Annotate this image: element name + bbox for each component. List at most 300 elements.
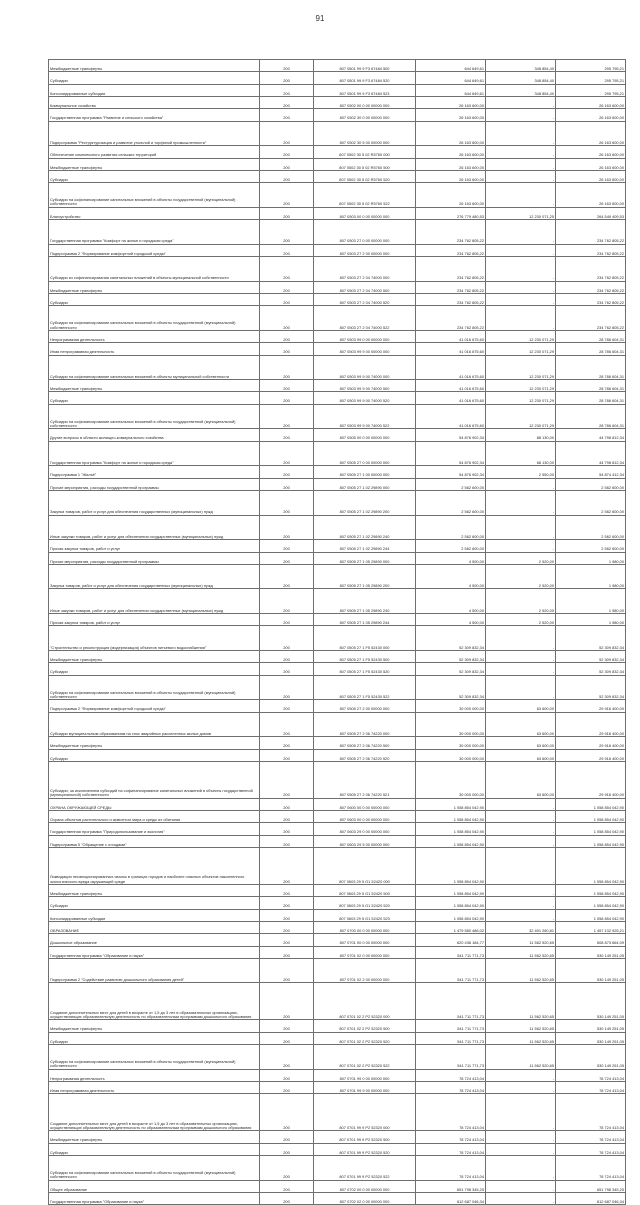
row-admin-code: 200 — [260, 96, 314, 108]
row-amount-approved: 52 309 832,34 — [416, 663, 486, 675]
row-amount-change: - — [486, 909, 556, 921]
row-amount-total: 530 149 251,05 — [556, 1045, 626, 1070]
table-row — [49, 1032, 626, 1044]
row-admin-code: 200 — [260, 392, 314, 404]
row-amount-total: 1 058 854 042,90 — [556, 835, 626, 847]
table-row — [49, 700, 626, 712]
row-amount-approved: 2 562 600,00 — [416, 490, 486, 515]
row-budget-code: 807 0503 99 9 00 74000 500 — [314, 380, 416, 392]
row-admin-code: 200 — [260, 207, 314, 219]
row-amount-change: - — [486, 244, 556, 256]
row-name: Иные закупки товаров, работ и услуг для обеспечения государственных (муниципальных) нужд — [49, 515, 260, 540]
row-budget-code: 807 0702 02 0 00 00000 000 — [314, 1192, 416, 1204]
row-admin-code: 200 — [260, 909, 314, 921]
row-name: Субсидии — [49, 293, 260, 305]
table-row — [49, 158, 626, 170]
row-amount-approved: 234 762 805,22 — [416, 244, 486, 256]
table-row — [49, 380, 626, 392]
row-amount-change: 348 854,40 — [486, 60, 556, 72]
row-budget-code: 807 0701 02 0 00 00000 000 — [314, 946, 416, 958]
row-amount-approved: 234 762 805,22 — [416, 306, 486, 331]
row-name: Государственная программа "Образование и наука" — [49, 946, 260, 958]
row-name: Межбюджетные трансферты — [49, 158, 260, 170]
row-amount-total: 2 562 600,00 — [556, 540, 626, 552]
row-name: ОБРАЗОВАНИЕ — [49, 921, 260, 933]
row-admin-code: 200 — [260, 1032, 314, 1044]
row-admin-code: 200 — [260, 183, 314, 208]
row-amount-total: 1 457 132 925,21 — [556, 921, 626, 933]
row-name: Иные закупки товаров, работ и услуг для обеспечения государственных (муниципальных) нужд — [49, 589, 260, 614]
table-row — [49, 170, 626, 182]
row-amount-total: 28 786 604,31 — [556, 355, 626, 380]
row-amount-total: 1 980,00 — [556, 564, 626, 589]
row-amount-total: 28 786 604,31 — [556, 330, 626, 342]
row-budget-code: 807 0505 27 1 05 29890 000 — [314, 552, 416, 564]
row-amount-change: - — [486, 798, 556, 810]
row-amount-total: 1 058 854 042,90 — [556, 884, 626, 896]
row-budget-code: 807 0505 27 1 02 29890 000 — [314, 478, 416, 490]
row-budget-code: 807 0505 27 1 F5 52430 500 — [314, 651, 416, 663]
row-name: Подпрограмма 2 "Содействие развитию дошкольного образования детей" — [49, 958, 260, 983]
row-amount-change: - — [486, 281, 556, 293]
row-amount-change: 63 600,00 — [486, 712, 556, 737]
row-amount-total: 2 562 600,00 — [556, 478, 626, 490]
row-name: Общее образование — [49, 1180, 260, 1192]
table-row — [49, 1180, 626, 1192]
row-amount-change: 348 854,40 — [486, 72, 556, 84]
row-amount-total: 26 163 600,00 — [556, 146, 626, 158]
row-name: Государственная программа "Природопользование и экология" — [49, 823, 260, 835]
row-name: Государственная программа "Развитие и сельского хозяйства" — [49, 109, 260, 121]
row-amount-total: 1 980,00 — [556, 589, 626, 614]
row-name: Обеспечение комплексного развития сельских территорий — [49, 146, 260, 158]
row-budget-code: 807 0501 99 9 F3 67484 520 — [314, 72, 416, 84]
row-budget-code: 807 0503 99 9 00 00000 000 — [314, 343, 416, 355]
row-amount-total: 44 798 812,34 — [556, 429, 626, 441]
row-admin-code: 200 — [260, 330, 314, 342]
table-row — [49, 835, 626, 847]
row-budget-code: 807 0701 02 2 P2 52320 000 — [314, 983, 416, 1020]
row-amount-change: 12 230 071,29 — [486, 380, 556, 392]
row-admin-code: 200 — [260, 1131, 314, 1143]
row-admin-code: 200 — [260, 121, 314, 146]
table-row — [49, 220, 626, 245]
row-amount-total: 264 549 409,53 — [556, 207, 626, 219]
row-amount-change: - — [486, 540, 556, 552]
row-admin-code: 200 — [260, 614, 314, 626]
table-row — [49, 564, 626, 589]
row-admin-code: 200 — [260, 1069, 314, 1081]
row-amount-total: 78 724 413,04 — [556, 1094, 626, 1131]
row-name: Субсидии — [49, 392, 260, 404]
table-row — [49, 589, 626, 614]
row-name: Субсидии на софинансирование капитальных вложений в объекты государственной (муниципальной) собственности — [49, 1045, 260, 1070]
row-admin-code: 200 — [260, 1192, 314, 1204]
row-budget-code: 807 0503 27 2 04 74000 000 — [314, 257, 416, 282]
row-budget-code: 807 0503 99 9 00 74000 522 — [314, 404, 416, 429]
row-admin-code: 200 — [260, 466, 314, 478]
table-row — [49, 1143, 626, 1155]
row-amount-total: 78 724 413,04 — [556, 1069, 626, 1081]
row-name: Субсидии — [49, 663, 260, 675]
table-row — [49, 663, 626, 675]
row-admin-code: 200 — [260, 749, 314, 761]
row-amount-change: 11 562 520,65 — [486, 946, 556, 958]
row-amount-total: 234 762 805,22 — [556, 220, 626, 245]
row-amount-total: 28 786 604,31 — [556, 392, 626, 404]
row-name: Субсидии на софинансирование капитальных вложений в объекты государственной (муниципальной) собственности — [49, 404, 260, 429]
row-amount-approved: 1 058 854 042,90 — [416, 798, 486, 810]
row-budget-code: 807 0505 27 1 02 29890 240 — [314, 515, 416, 540]
row-amount-change: - — [486, 515, 556, 540]
row-amount-approved: 541 711 771,73 — [416, 983, 486, 1020]
table-row — [49, 441, 626, 466]
table-row — [49, 823, 626, 835]
row-amount-approved: 612 687 046,34 — [416, 1192, 486, 1204]
row-admin-code: 200 — [260, 1045, 314, 1070]
row-name: Охрана объектов растительного и животного мира и среды их обитания — [49, 811, 260, 823]
row-amount-total: 28 786 604,31 — [556, 343, 626, 355]
row-admin-code: 200 — [260, 146, 314, 158]
row-amount-total: 52 309 832,34 — [556, 663, 626, 675]
row-admin-code: 200 — [260, 835, 314, 847]
row-amount-change: - — [486, 1143, 556, 1155]
table-row — [49, 552, 626, 564]
row-amount-approved: 1 058 854 042,90 — [416, 848, 486, 885]
row-amount-total: 234 762 805,22 — [556, 281, 626, 293]
row-budget-code: 807 0603 29 5 00 00000 000 — [314, 835, 416, 847]
row-admin-code: 200 — [260, 589, 314, 614]
row-amount-total: 608 873 664,09 — [556, 934, 626, 946]
row-name: Консолидированные субсидии — [49, 84, 260, 96]
row-amount-total: 2 562 600,00 — [556, 515, 626, 540]
row-budget-code: 807 0502 30 5 02 R5760 000 — [314, 146, 416, 158]
row-admin-code: 200 — [260, 293, 314, 305]
row-name: Подпрограмма 5 "Обращение с отходами" — [49, 835, 260, 847]
row-amount-approved: 78 724 413,04 — [416, 1081, 486, 1093]
table-row — [49, 355, 626, 380]
table-row — [49, 515, 626, 540]
row-budget-code: 807 0502 30 0 00 00000 000 — [314, 109, 416, 121]
row-name: Межбюджетные трансферты — [49, 651, 260, 663]
row-budget-code: 807 0503 99 9 00 74000 520 — [314, 392, 416, 404]
row-budget-code: 807 0701 02 2 P2 52320 500 — [314, 1020, 416, 1032]
table-row — [49, 429, 626, 441]
row-amount-total: 44 798 812,34 — [556, 441, 626, 466]
row-amount-approved: 41 016 675,60 — [416, 355, 486, 380]
row-budget-code: 807 0505 27 2 06 74220 500 — [314, 737, 416, 749]
row-admin-code: 200 — [260, 1081, 314, 1093]
row-name: Консолидированные субсидии — [49, 909, 260, 921]
row-amount-change: - — [486, 1180, 556, 1192]
row-amount-change: 11 562 520,65 — [486, 1032, 556, 1044]
table-row — [49, 946, 626, 958]
row-admin-code: 200 — [260, 848, 314, 885]
row-amount-total: 1 058 854 042,90 — [556, 848, 626, 885]
table-row — [49, 478, 626, 490]
table-row — [49, 749, 626, 761]
row-name: Субсидии муниципальным образованиям на снос аварийных расселенных жилых домов — [49, 712, 260, 737]
table-row — [49, 958, 626, 983]
row-budget-code: 807 0701 99 9 P2 52320 000 — [314, 1094, 416, 1131]
row-amount-change: - — [486, 306, 556, 331]
row-amount-approved: 52 309 832,34 — [416, 626, 486, 651]
row-amount-approved: 1 058 854 042,90 — [416, 823, 486, 835]
table-row — [49, 1192, 626, 1204]
table-row — [49, 848, 626, 885]
row-budget-code: 807 0505 27 1 F5 52430 520 — [314, 663, 416, 675]
row-amount-approved: 54 876 902,34 — [416, 441, 486, 466]
row-amount-approved: 26 163 600,00 — [416, 96, 486, 108]
row-amount-change: 63 600,00 — [486, 737, 556, 749]
row-budget-code: 807 0603 00 0 00 00000 000 — [314, 811, 416, 823]
row-amount-change: - — [486, 293, 556, 305]
row-budget-code: 807 0603 29 5 G1 52420 000 — [314, 848, 416, 885]
table-row — [49, 1094, 626, 1131]
row-amount-approved: 234 762 805,22 — [416, 257, 486, 282]
row-budget-code: 807 0503 27 2 04 74000 520 — [314, 293, 416, 305]
row-amount-total: 234 762 805,22 — [556, 257, 626, 282]
row-budget-code: 807 0700 00 0 00 00000 000 — [314, 921, 416, 933]
row-amount-change: - — [486, 823, 556, 835]
row-name: Создание дополнительных мест для детей в возрасте от 1,5 до 3 лет в образовательных организациях, осуществляющих образовательную деятельность по образовательным программам дошкольного образования — [49, 1094, 260, 1131]
row-name: Подпрограмма 2 "Формирование комфортной городской среды" — [49, 244, 260, 256]
row-amount-change: 2 520,00 — [486, 564, 556, 589]
row-name: Межбюджетные трансферты — [49, 1131, 260, 1143]
row-amount-approved: 541 711 771,73 — [416, 1032, 486, 1044]
table-row — [49, 330, 626, 342]
row-amount-approved: 54 876 902,34 — [416, 429, 486, 441]
row-amount-change: - — [486, 675, 556, 700]
row-name: Прочая закупка товаров, работ и услуг — [49, 540, 260, 552]
page-number: 91 — [315, 14, 325, 23]
row-amount-approved: 1 058 854 042,90 — [416, 897, 486, 909]
row-admin-code: 200 — [260, 306, 314, 331]
row-admin-code: 200 — [260, 946, 314, 958]
row-amount-change: 12 230 071,29 — [486, 355, 556, 380]
row-budget-code: 807 0505 27 1 05 29890 200 — [314, 564, 416, 589]
row-name: Субсидии — [49, 1032, 260, 1044]
row-name: Ликвидация несанкционированных свалок в границах городов и наиболее опасных объектов накопленного экологического вреда окружающей среде — [49, 848, 260, 885]
row-amount-approved: 26 163 600,00 — [416, 121, 486, 146]
row-budget-code: 807 0701 99 0 00 00000 000 — [314, 1069, 416, 1081]
row-admin-code: 200 — [260, 1094, 314, 1131]
row-name: Подпрограмма 1 "Жильё" — [49, 466, 260, 478]
row-amount-approved: 541 711 771,73 — [416, 958, 486, 983]
row-amount-change: 12 230 071,29 — [486, 392, 556, 404]
row-amount-total: 1 980,00 — [556, 552, 626, 564]
row-admin-code: 200 — [260, 60, 314, 72]
row-amount-change: - — [486, 170, 556, 182]
table-row — [49, 257, 626, 282]
row-amount-total: 78 724 413,04 — [556, 1081, 626, 1093]
table-row — [49, 1081, 626, 1093]
row-budget-code: 807 0505 27 0 00 00000 000 — [314, 441, 416, 466]
row-admin-code: 200 — [260, 1020, 314, 1032]
row-name: Межбюджетные трансферты — [49, 380, 260, 392]
row-budget-code: 807 0505 27 2 06 74220 000 — [314, 712, 416, 737]
row-amount-change: - — [486, 183, 556, 208]
row-budget-code: 807 0503 27 2 04 74000 522 — [314, 306, 416, 331]
row-amount-change: - — [486, 811, 556, 823]
row-name: Межбюджетные трансферты — [49, 281, 260, 293]
row-name: Закупка товаров, работ и услуг для обеспечения государственных (муниципальных) нужд — [49, 490, 260, 515]
table-row — [49, 96, 626, 108]
table-row — [49, 983, 626, 1020]
row-amount-total: 295 795,21 — [556, 72, 626, 84]
table-row — [49, 614, 626, 626]
row-amount-change: - — [486, 1094, 556, 1131]
budget-table-body — [49, 60, 626, 1205]
row-amount-change: 11 562 520,65 — [486, 1045, 556, 1070]
table-row — [49, 811, 626, 823]
row-amount-total: 52 309 832,34 — [556, 626, 626, 651]
row-budget-code: 807 0505 27 2 00 00000 000 — [314, 700, 416, 712]
row-name: Другие вопросы в области жилищно-коммунального хозяйства — [49, 429, 260, 441]
row-amount-change: - — [486, 121, 556, 146]
row-name: Межбюджетные трансферты — [49, 737, 260, 749]
row-name: Иная непрограммная деятельность — [49, 343, 260, 355]
row-amount-total: 295 795,21 — [556, 84, 626, 96]
row-admin-code: 200 — [260, 343, 314, 355]
row-admin-code: 200 — [260, 429, 314, 441]
row-name: Благоустройство — [49, 207, 260, 219]
row-budget-code: 807 0603 29 5 G1 52420 500 — [314, 884, 416, 896]
budget-table — [48, 59, 626, 1205]
row-admin-code: 200 — [260, 626, 314, 651]
table-row — [49, 121, 626, 146]
row-amount-change: - — [486, 146, 556, 158]
row-amount-approved: 644 649,61 — [416, 84, 486, 96]
row-admin-code: 200 — [260, 244, 314, 256]
row-amount-approved: 54 876 902,34 — [416, 466, 486, 478]
row-amount-total: 1 058 854 042,90 — [556, 798, 626, 810]
row-budget-code: 807 0603 29 5 G1 52420 520 — [314, 897, 416, 909]
row-amount-change: - — [486, 835, 556, 847]
row-amount-change: - — [486, 626, 556, 651]
row-budget-code: 807 0600 00 0 00 00000 000 — [314, 798, 416, 810]
row-admin-code: 200 — [260, 761, 314, 798]
row-name: ОХРАНА ОКРУЖАЮЩЕЙ СРЕДЫ — [49, 798, 260, 810]
row-budget-code: 807 0502 30 5 02 R5760 522 — [314, 183, 416, 208]
row-budget-code: 807 0505 27 1 F5 52430 000 — [314, 626, 416, 651]
row-amount-total: 78 724 413,04 — [556, 1143, 626, 1155]
row-amount-change: - — [486, 1131, 556, 1143]
row-amount-change: - — [486, 158, 556, 170]
row-amount-change: 2 520,00 — [486, 589, 556, 614]
row-amount-change: 11 562 520,65 — [486, 983, 556, 1020]
row-amount-total: 29 916 400,00 — [556, 761, 626, 798]
row-name: Коммунальное хозяйство — [49, 96, 260, 108]
row-amount-change: - — [486, 1081, 556, 1093]
row-admin-code: 200 — [260, 983, 314, 1020]
row-amount-approved: 2 562 600,00 — [416, 515, 486, 540]
row-amount-total: 28 786 604,31 — [556, 404, 626, 429]
row-amount-total: 26 163 600,00 — [556, 183, 626, 208]
row-amount-approved: 30 000 000,00 — [416, 700, 486, 712]
row-admin-code: 200 — [260, 490, 314, 515]
table-row — [49, 921, 626, 933]
row-amount-total: 26 163 600,00 — [556, 121, 626, 146]
row-name: Подпрограмма 2 "Формирование комфортной городской среды" — [49, 700, 260, 712]
row-amount-change: - — [486, 1155, 556, 1180]
row-name: Прочие мероприятия, расходы государственной программы — [49, 552, 260, 564]
row-admin-code: 200 — [260, 441, 314, 466]
row-amount-approved: 1 058 854 042,90 — [416, 811, 486, 823]
row-amount-total: 530 149 251,05 — [556, 1032, 626, 1044]
table-row — [49, 404, 626, 429]
table-row — [49, 1020, 626, 1032]
row-budget-code: 807 0701 00 0 00 00000 000 — [314, 934, 416, 946]
row-name: Закупка товаров, работ и услуг для обеспечения государственных (муниципальных) нужд — [49, 564, 260, 589]
row-amount-approved: 78 724 413,04 — [416, 1069, 486, 1081]
row-amount-approved: 30 000 000,00 — [416, 712, 486, 737]
row-budget-code: 807 0701 99 9 P2 52320 520 — [314, 1143, 416, 1155]
row-name: Субсидии на софинансирование капитальных вложений в объекты муниципальной собственности — [49, 355, 260, 380]
table-row — [49, 909, 626, 921]
row-budget-code: 807 0505 27 1 00 00000 000 — [314, 466, 416, 478]
table-row — [49, 1069, 626, 1081]
row-amount-total: 78 724 413,04 — [556, 1131, 626, 1143]
row-amount-change: 12 230 071,29 — [486, 404, 556, 429]
row-amount-approved: 41 016 675,60 — [416, 343, 486, 355]
row-amount-approved: 78 724 413,04 — [416, 1094, 486, 1131]
row-amount-change: - — [486, 220, 556, 245]
row-budget-code: 807 0501 99 9 F3 67484 500 — [314, 60, 416, 72]
table-row — [49, 281, 626, 293]
row-budget-code: 807 0503 99 9 00 74000 000 — [314, 355, 416, 380]
row-admin-code: 200 — [260, 158, 314, 170]
row-amount-change: - — [486, 1069, 556, 1081]
row-admin-code: 200 — [260, 281, 314, 293]
row-amount-change: 68 130,00 — [486, 441, 556, 466]
row-amount-approved: 541 711 771,73 — [416, 946, 486, 958]
table-row — [49, 1155, 626, 1180]
row-amount-total: 1 058 854 042,90 — [556, 909, 626, 921]
row-amount-approved: 4 500,00 — [416, 552, 486, 564]
row-amount-total: 234 762 805,22 — [556, 306, 626, 331]
row-budget-code: 807 0603 29 0 00 00000 000 — [314, 823, 416, 835]
row-name: Субсидии из софинансирования капитальных вложений в объекты муниципальной собственности — [49, 257, 260, 282]
row-amount-total: 28 786 604,31 — [556, 380, 626, 392]
table-row — [49, 884, 626, 896]
row-budget-code: 807 0505 27 2 06 74220 520 — [314, 749, 416, 761]
row-amount-approved: 276 779 480,53 — [416, 207, 486, 219]
row-budget-code: 807 0603 29 5 G1 52420 523 — [314, 909, 416, 921]
row-name: Подпрограмма "Реструктуризация и развитие угольной и торфяной промышленности" — [49, 121, 260, 146]
row-amount-change: 11 562 520,65 — [486, 934, 556, 946]
row-amount-approved: 651 798 345,25 — [416, 1180, 486, 1192]
table-row — [49, 466, 626, 478]
row-amount-total: 1 980,00 — [556, 614, 626, 626]
row-amount-change: 12 230 071,29 — [486, 343, 556, 355]
row-amount-total: 234 762 805,22 — [556, 293, 626, 305]
row-name: Дошкольное образование — [49, 934, 260, 946]
row-name: Субсидии — [49, 1143, 260, 1155]
row-budget-code: 807 0505 27 1 F5 52430 522 — [314, 675, 416, 700]
table-row — [49, 392, 626, 404]
row-name: Государственная программа "Образование и наука" — [49, 1192, 260, 1204]
row-name: Субсидии на софинансирование капитальных вложений в объекты государственной (муниципальной) собственности — [49, 1155, 260, 1180]
row-amount-approved: 1 058 854 042,90 — [416, 909, 486, 921]
row-amount-change: - — [486, 1192, 556, 1204]
row-name: "Строительство и реконструкция (модернизация) объектов питьевого водоснабжения" — [49, 626, 260, 651]
row-admin-code: 200 — [260, 811, 314, 823]
row-admin-code: 200 — [260, 564, 314, 589]
row-amount-total: 78 724 413,04 — [556, 1155, 626, 1180]
row-amount-change: - — [486, 109, 556, 121]
row-amount-total: 1 058 854 042,90 — [556, 823, 626, 835]
